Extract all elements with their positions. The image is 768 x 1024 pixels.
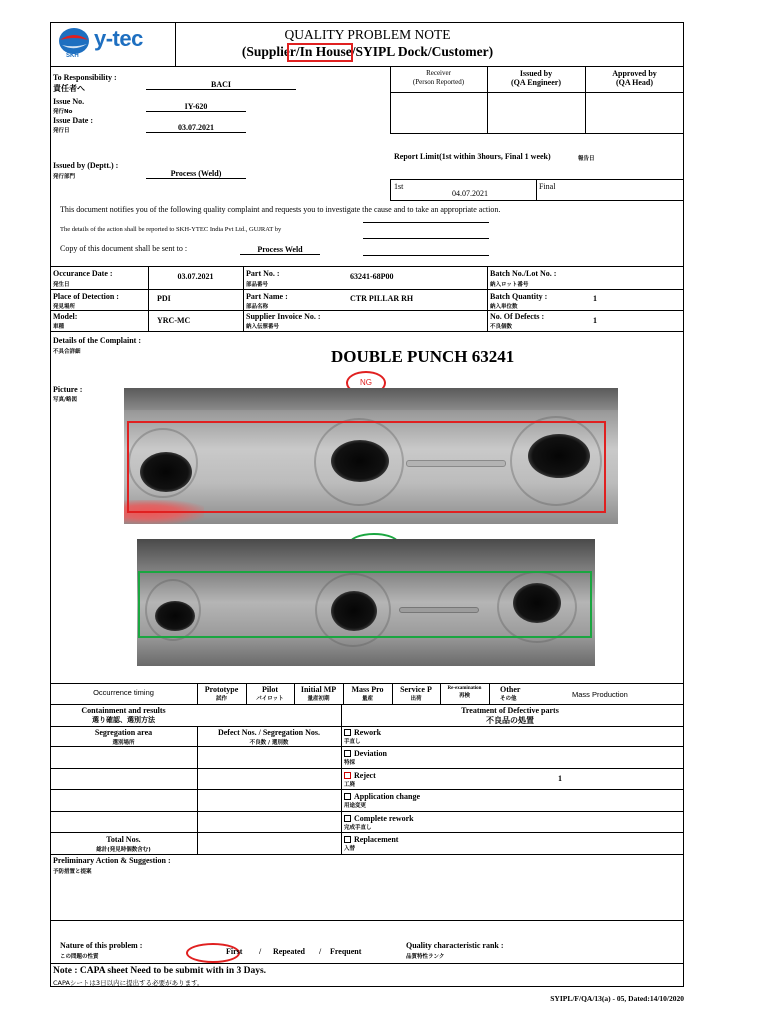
issue-no-label: Issue No.: [53, 97, 85, 106]
first-report-label: 1st: [394, 182, 404, 191]
total-nos-jp: 総計(発見時個数含む): [96, 847, 151, 853]
timing-initial-mp: Initial MP 量産初期: [300, 685, 337, 702]
issue-date-label: Issue Date :: [53, 116, 93, 125]
invoice-label: Supplier Invoice No. :: [246, 312, 321, 321]
report-limit-label: Report Limit(1st within 3hours, Final 1 week): [394, 152, 551, 161]
qa-engineer-label: Issued by: [519, 69, 553, 78]
timing-re-examination: Re-examination 再検: [447, 686, 482, 699]
complaint-headline: DOUBLE PUNCH 63241: [331, 347, 515, 366]
part-name-label: Part Name :: [246, 292, 288, 301]
nature-sep-1: /: [259, 947, 262, 956]
place-label: Place of Detection :: [53, 292, 119, 301]
part-no-value: 63241-68P00: [350, 272, 394, 281]
capa-note-jp: CAPAシートは3日以内に提出する必要があります。: [53, 979, 204, 987]
picture-label: Picture :: [53, 385, 83, 394]
batch-no-jp: 納入ロット番号: [490, 282, 529, 288]
issue-date-jp: 発行日: [53, 128, 70, 134]
timing-prototype: Prototype 試作: [204, 685, 239, 702]
page-subtitle: (Supplier/In House/SYIPL Dock/Customer): [241, 44, 494, 59]
containment-label: Containment and results: [81, 706, 166, 715]
issued-by-value: Process (Weld): [146, 169, 246, 179]
final-report-label: Final: [539, 182, 556, 191]
reject-checkbox[interactable]: [344, 772, 351, 779]
defects-value: 1: [593, 316, 597, 325]
segregation-area-label: Segregation area: [94, 728, 153, 737]
report-limit-jp: 報告日: [578, 156, 595, 162]
batch-qty-label: Batch Quantity :: [490, 292, 548, 301]
issue-no-value: IY-620: [146, 102, 246, 112]
copy-value: Process Weld: [240, 245, 320, 255]
option-complete-rework[interactable]: Complete rework 完成手直し: [344, 814, 414, 831]
option-rework[interactable]: Rework 手直し: [344, 728, 382, 745]
timing-pilot: Pilot パイロット: [256, 685, 284, 702]
timing-value: Mass Production: [572, 690, 628, 699]
batch-no-label: Batch No./Lot No. :: [490, 269, 557, 278]
preliminary-label: Preliminary Action & Suggestion :: [53, 856, 171, 865]
treatment-jp: 不良品の処置: [486, 716, 534, 725]
ok-highlight-box: [138, 571, 592, 638]
option-reject[interactable]: Reject 工廃: [344, 771, 376, 788]
ng-highlight-box: [127, 421, 606, 513]
nature-jp: この問題の性質: [60, 954, 99, 960]
occurrence-date-label: Occurance Date :: [53, 269, 113, 278]
part-no-label: Part No. :: [246, 269, 280, 278]
model-label: Model:: [53, 312, 78, 321]
picture-jp: 写真/略図: [53, 397, 78, 403]
logo-text: y-tec: [94, 26, 143, 51]
issued-by-label: Issued by (Deptt.) :: [53, 161, 119, 170]
preliminary-jp: 予防措置と提案: [53, 869, 92, 875]
total-nos-label: Total Nos.: [106, 835, 141, 844]
copy-label: Copy of this document shall be sent to :: [60, 244, 188, 253]
company-logo: [54, 26, 164, 66]
reject-qty: 1: [558, 774, 562, 783]
treatment-label: Treatment of Defective parts: [461, 706, 559, 715]
defect-nos-label: Defect Nos. / Segregation Nos.: [217, 728, 321, 737]
page-title: QUALITY PROBLEM NOTE: [284, 27, 451, 42]
logo-sub-text: SKH: [66, 53, 79, 59]
occurrence-date-jp: 発生日: [53, 282, 70, 288]
receiver-sub: (Person Reported): [412, 78, 465, 86]
invoice-jp: 納入伝票番号: [246, 324, 280, 330]
in-house-highlight: [287, 43, 353, 62]
notice-line2: The details of the action shall be reported to SKH-YTEC India Pvt Ltd., GUJRAT by: [60, 226, 282, 233]
first-report-date: 04.07.2021: [452, 189, 488, 198]
part-name-jp: 部品名称: [246, 304, 269, 310]
receiver-label: Receiver: [426, 69, 451, 77]
qa-head-label: Approved by: [612, 69, 657, 78]
timing-service-p: Service P 出荷: [400, 685, 432, 702]
ng-label: NG: [360, 378, 372, 387]
qa-head-sub: (QA Head): [615, 78, 654, 87]
nature-frequent[interactable]: Frequent: [330, 947, 362, 956]
rework-checkbox[interactable]: [344, 729, 351, 736]
nature-first[interactable]: First: [226, 947, 243, 956]
timing-other: Other その他: [500, 685, 521, 702]
timing-mass-pro: Mass Pro 量産: [351, 685, 384, 702]
occurrence-timing-label: Occurrence timing: [93, 688, 154, 697]
responsibility-jp: 責任者へ: [53, 84, 85, 93]
quality-rank-jp: 品質特性ランク: [406, 954, 445, 960]
replacement-checkbox[interactable]: [344, 836, 351, 843]
quality-rank-label: Quality characteristic rank :: [406, 941, 504, 950]
batch-qty-jp: 納入単位数: [490, 304, 518, 310]
option-application-change[interactable]: Application change 用途変更: [344, 792, 421, 809]
occurrence-date-value: 03.07.2021: [177, 272, 214, 281]
capa-note: Note : CAPA sheet Need to be submit with in 3 Days.: [53, 966, 267, 976]
issue-date-value: 03.07.2021: [146, 123, 246, 133]
model-value: YRC-MC: [157, 316, 191, 325]
application-change-checkbox[interactable]: [344, 793, 351, 800]
defects-label: No. Of Defects :: [490, 312, 545, 321]
responsibility-label: To Responsibility :: [53, 73, 117, 82]
part-name-value: CTR PILLAR RH: [350, 294, 414, 303]
issue-no-jp: 発行No: [53, 109, 73, 115]
containment-jp: 選り確認、選別方法: [92, 716, 155, 724]
nature-repeated[interactable]: Repeated: [273, 947, 305, 956]
deviation-checkbox[interactable]: [344, 750, 351, 757]
responsibility-value: BACI: [146, 80, 296, 90]
issued-by-jp: 発行部門: [53, 174, 76, 180]
complaint-label: Details of the Complaint :: [53, 336, 141, 345]
place-value: PDI: [157, 294, 171, 303]
part-no-jp: 部品番号: [246, 282, 269, 288]
model-jp: 車種: [53, 324, 65, 330]
segregation-area-jp: 選別場所: [112, 740, 135, 746]
complete-rework-checkbox[interactable]: [344, 815, 351, 822]
nature-label: Nature of this problem :: [60, 941, 143, 950]
defects-jp: 不良個数: [490, 324, 513, 330]
complaint-jp: 不具合詳細: [53, 349, 81, 355]
defect-nos-jp: 不良数 / 選別数: [249, 740, 289, 746]
qa-engineer-sub: (QA Engineer): [511, 78, 561, 87]
form-code: SYIPL/F/QA/13(a) - 05, Dated:14/10/2020: [550, 994, 684, 1003]
batch-qty-value: 1: [593, 294, 597, 303]
option-replacement[interactable]: Replacement 入替: [344, 835, 399, 852]
nature-sep-2: /: [319, 947, 322, 956]
place-jp: 発見場所: [53, 304, 76, 310]
option-deviation[interactable]: Deviation 特採: [344, 749, 387, 766]
notice-text: This document notifies you of the following quality complaint and requests you to investigate the cause and to take an appropriate action.: [60, 205, 501, 214]
